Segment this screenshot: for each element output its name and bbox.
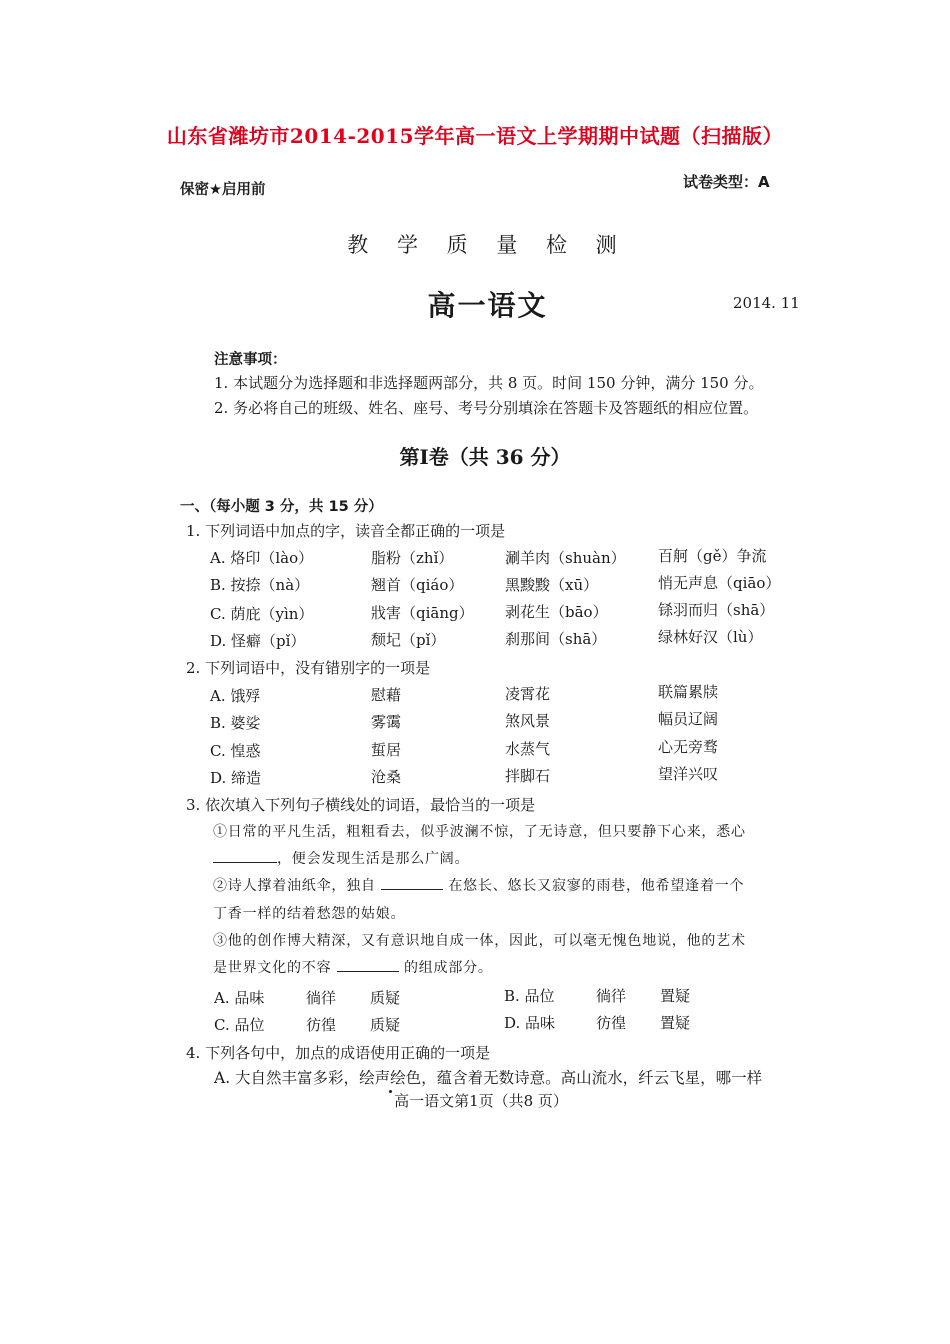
q1-option-a-4: 百舸（gě）争流	[658, 547, 767, 565]
q3-sentence-1a: ①日常的平凡生活，粗粗看去，似乎波澜不惊，了无诗意，但只要静下心来，悉心	[213, 824, 746, 840]
q2-option-b-1: B. 婆娑	[210, 714, 261, 732]
q2-option-b-4: 幅员辽阔	[658, 710, 719, 728]
q3-option-a-3: 质疑	[370, 989, 401, 1007]
q3-sentence-3a: ③他的创作博大精深，又有意识地自成一体，因此，可以毫无愧色地说，他的艺术	[213, 933, 746, 949]
notes-heading: 注意事项：	[214, 352, 287, 368]
exam-name: 教 学 质 量 检 测	[347, 233, 623, 257]
document-title: 山东省潍坊市2014-2015学年高一语文上学期期中试题（扫描版）	[166, 124, 784, 148]
q2-option-c-1: C. 惶惑	[210, 742, 261, 760]
q4-option-a	[214, 1066, 762, 1088]
q1-option-d-4: 绿林好汉（lù）	[658, 628, 763, 646]
q1-option-a-1: A. 烙印（lào）	[210, 549, 314, 567]
q1-option-c-4: 铩羽而归（shā）	[658, 601, 775, 619]
note-item-1: 1. 本试题分为选择题和非选择题两部分，共 8 页。时间 150 分钟，满分 150 分。	[214, 374, 764, 392]
q3-sentence-1b-line	[213, 848, 469, 868]
q2-option-c-3: 水蒸气	[505, 740, 551, 758]
q3-stem: 3. 依次填入下列句子横线处的词语，最恰当的一项是	[186, 796, 536, 814]
q3-sentence-2a: ②诗人撑着油纸伞，独自	[213, 878, 376, 894]
q3-sentence-3b: 是世界文化的不容	[213, 960, 332, 976]
q4-option-a-pre: A. 大自然丰富多彩，	[214, 1069, 360, 1087]
q1-stem: 1. 下列词语中加点的字，读音全都正确的一项是	[186, 522, 506, 540]
q3-sentence-2a-line	[213, 875, 744, 895]
q2-option-b-2: 雾霭	[371, 713, 402, 731]
secret-label: 保密★启用前	[180, 182, 266, 198]
q3-option-b-2: 徜徉	[596, 987, 627, 1005]
section1-title: 一、（每小题 3 分，共 15 分）	[180, 499, 383, 515]
q2-option-d-2: 沧桑	[371, 768, 402, 786]
page-footer: 高一语文第1页（共8 页）	[394, 1092, 568, 1110]
subject-title: 高一语文	[427, 289, 548, 322]
paper-type-label: 试卷类型：A	[683, 173, 770, 191]
q2-stem: 2. 下列词语中，没有错别字的一项是	[186, 659, 431, 677]
q3-blank-2	[381, 875, 443, 890]
q1-option-a-2: 脂粉（zhǐ）	[371, 549, 454, 567]
q2-option-a-3: 凌霄花	[505, 685, 551, 703]
q2-option-a-4: 联篇累牍	[658, 683, 719, 701]
q4-dotted-idiom-text: 绘声绘色	[359, 1069, 422, 1087]
q3-blank-1	[213, 848, 277, 863]
exam-date: 2014. 11	[733, 294, 800, 312]
part1-title: 第Ⅰ卷（共 36 分）	[399, 445, 571, 469]
q3-sentence-2c: 丁香一样的结着愁怨的姑娘。	[213, 906, 406, 922]
q3-option-d-3: 置疑	[660, 1014, 691, 1032]
q1-option-a-3: 涮羊肉（shuàn）	[505, 549, 626, 567]
q3-sentence-1b: ，便会发现生活是那么广阔。	[277, 851, 470, 867]
q3-option-a-1: A. 品味	[214, 989, 265, 1007]
q3-option-c-3: 质疑	[370, 1016, 401, 1034]
q2-option-b-3: 煞风景	[505, 712, 551, 730]
q4-option-a-post: ，蕴含着无数诗意。高山流水，纤云飞星，哪一样	[421, 1069, 763, 1087]
q3-sentence-3b-line	[213, 957, 493, 977]
note-item-2: 2. 务必将自己的班级、姓名、座号、考号分别填涂在答题卡及答题纸的相应位置。	[214, 399, 759, 417]
q3-blank-3	[337, 957, 399, 972]
q1-option-c-2: 戕害（qiāng）	[371, 604, 474, 622]
q1-option-b-1: B. 按捺（nà）	[210, 576, 310, 594]
q2-option-d-1: D. 缔造	[210, 769, 262, 787]
q2-option-a-2: 慰藉	[371, 686, 402, 704]
q2-option-d-4: 望洋兴叹	[658, 765, 719, 783]
q3-option-d-1: D. 品味	[504, 1014, 556, 1032]
q3-sentence-2b: 在悠长、悠长又寂寥的雨巷，他希望逢着一个	[448, 878, 745, 894]
q4-stem: 4. 下列各句中，加点的成语使用正确的一项是	[186, 1044, 491, 1062]
q3-sentence-3c: 的组成部分。	[403, 960, 493, 976]
q1-option-c-1: C. 荫庇（yìn）	[210, 605, 314, 623]
q2-option-d-3: 拌脚石	[505, 767, 551, 785]
q2-option-c-2: 蜇居	[371, 741, 402, 759]
q1-option-b-2: 翘首（qiáo）	[371, 576, 464, 594]
q1-option-b-4: 悄无声息（qiāo）	[658, 574, 781, 592]
q1-option-c-3: 剥花生（bāo）	[505, 603, 608, 621]
q1-option-d-3: 刹那间（shā）	[505, 630, 607, 648]
q3-option-b-3: 置疑	[660, 987, 691, 1005]
q1-option-d-1: D. 怪癖（pǐ）	[210, 632, 306, 650]
q4-dotted-idiom	[359, 1069, 421, 1087]
q3-option-d-2: 彷徨	[596, 1014, 627, 1032]
q3-option-a-2: 徜徉	[306, 989, 337, 1007]
q3-option-c-2: 彷徨	[306, 1016, 337, 1034]
q3-option-b-1: B. 品位	[504, 987, 555, 1005]
q1-option-b-3: 黑黢黢（xū）	[505, 576, 599, 594]
q3-option-c-1: C. 品位	[214, 1016, 265, 1034]
q2-option-a-1: A. 饿殍	[210, 687, 261, 705]
q2-option-c-4: 心无旁骛	[658, 738, 719, 756]
q1-option-d-2: 颓圮（pǐ）	[371, 631, 446, 649]
